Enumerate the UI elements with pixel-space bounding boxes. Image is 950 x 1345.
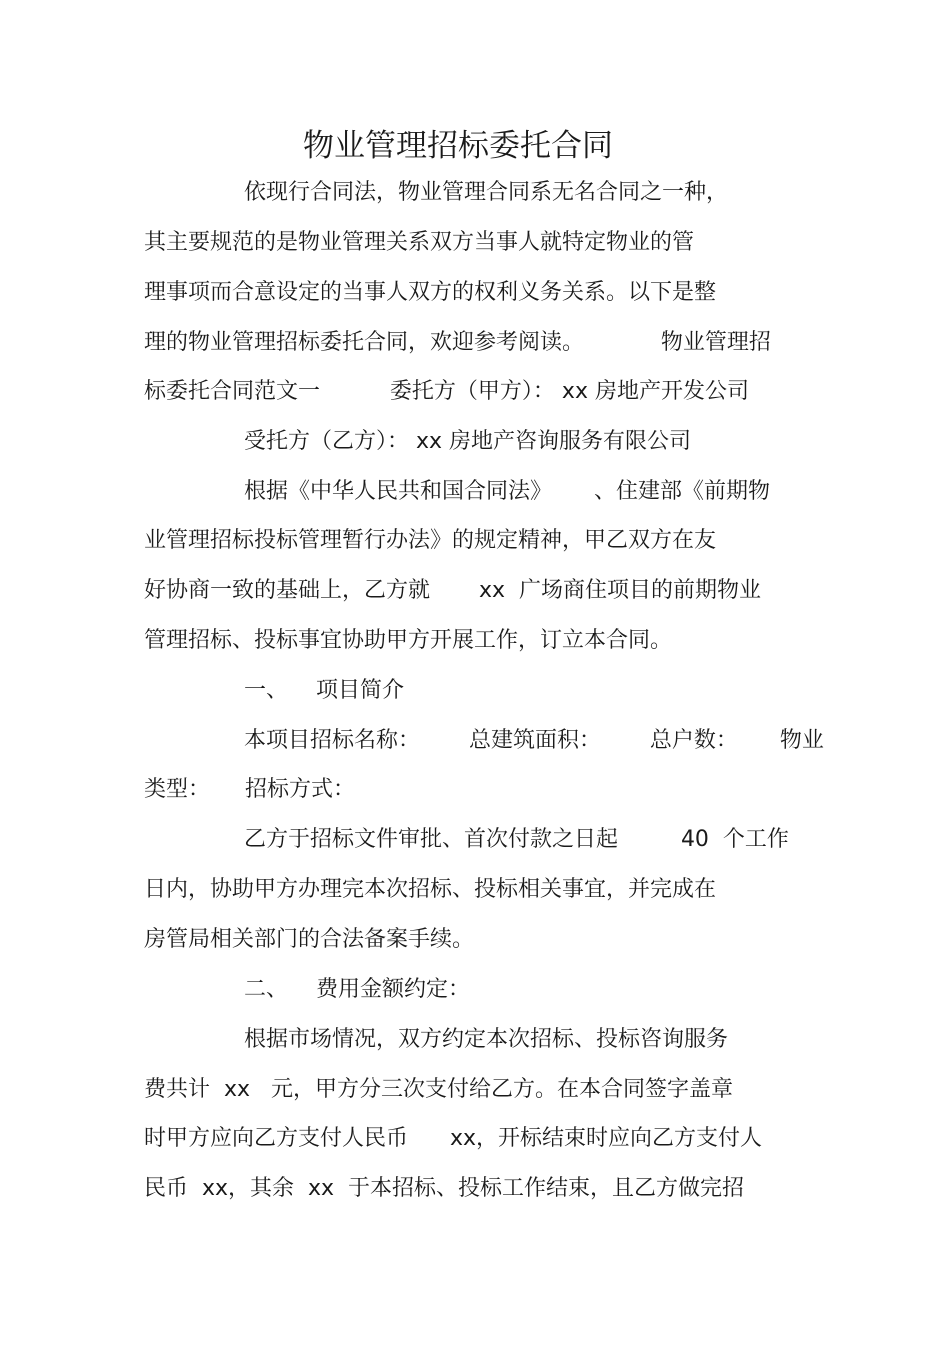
text-line: 根据《中华人民共和国合同法》 、住建部《前期物 [244, 479, 770, 504]
text-line: 日内，协助甲方办理完本次招标、投标相关事宜，并完成在 [144, 877, 717, 902]
text-line: 民币 xx，其余 xx 于本招标、投标工作结束，且乙方做完招 [144, 1176, 745, 1201]
text-line: 理的物业管理招标委托合同，欢迎参考阅读。 物业管理招 [144, 330, 771, 355]
text-line: 标委托合同范文一 委托方（甲方）： xx 房地产开发公司 [144, 379, 749, 404]
text-line: 其主要规范的是物业管理关系双方当事人就特定物业的管 [144, 230, 695, 255]
text-line: 费共计 xx 元，甲方分三次支付给乙方。在本合同签字盖章 [144, 1077, 734, 1102]
text-line: 业管理招标投标管理暂行办法》的规定精神，甲乙双方在友 [144, 528, 717, 553]
text-line: 类型： 招标方式： [144, 777, 355, 802]
text-line: 乙方于招标文件审批、首次付款之日起 40 个工作 [244, 827, 789, 852]
text-line: 理事项而合意设定的当事人双方的权利义务关系。以下是整 [144, 280, 717, 305]
text-line: 依现行合同法，物业管理合同系无名合同之一种， [244, 180, 729, 205]
section-heading: 一、 项目简介 [244, 678, 404, 703]
text-line: 房管局相关部门的合法备案手续。 [144, 927, 475, 952]
text-line: 管理招标、投标事宜协助甲方开展工作，订立本合同。 [144, 628, 673, 653]
document-title: 物业管理招标委托合同 [303, 128, 613, 164]
text-line: 根据市场情况，双方约定本次招标、投标咨询服务 [244, 1027, 729, 1052]
text-line: 好协商一致的基础上，乙方就 xx 广场商住项目的前期物业 [144, 578, 761, 603]
section-heading: 二、 费用金额约定： [244, 977, 470, 1002]
text-line: 受托方（乙方）： xx 房地产咨询服务有限公司 [244, 429, 692, 454]
text-line: 本项目招标名称： 总建筑面积： 总户数： 物业 [244, 728, 824, 753]
text-line: 时甲方应向乙方支付人民币 xx，开标结束时应向乙方支付人 [144, 1126, 762, 1151]
